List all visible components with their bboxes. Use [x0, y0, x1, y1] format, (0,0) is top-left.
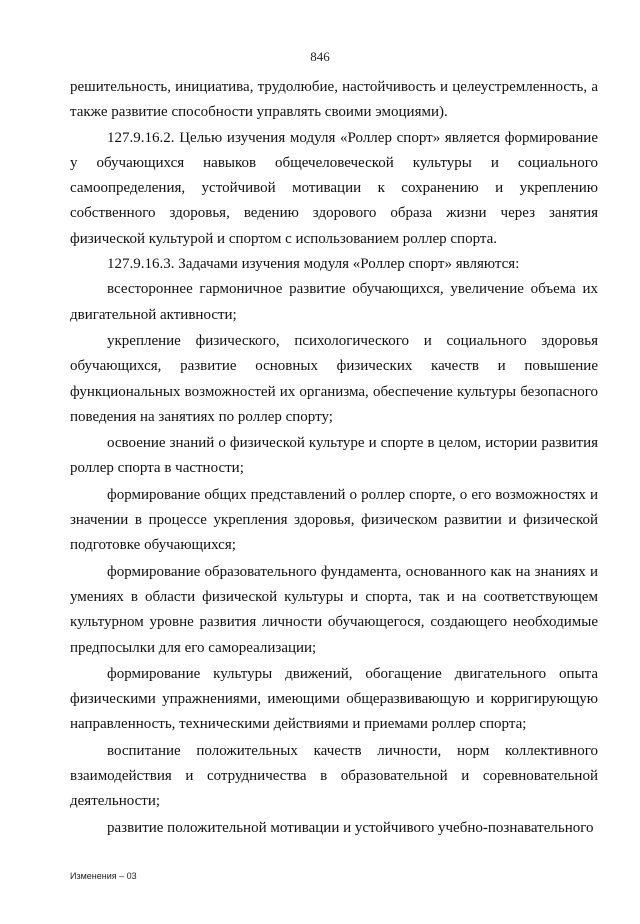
- document-body: [70, 75, 598, 841]
- task-item: укрепление физического, психологического и социального здоровья обучающихся, развитие основных физических качеств и повышение функциональных возможностей их организма, обеспечение культуры безопасного поведения на занятиях по роллер спорту;: [70, 332, 598, 425]
- task-item: освоение знаний о физической культуре и спорте в целом, истории развития роллер спорта в частности;: [70, 435, 598, 477]
- page-number: 846: [310, 49, 330, 64]
- paragraph-continuation: решительность, инициатива, трудолюбие, настойчивость и целеустремленность, а также развитие способности управлять своими эмоциями).: [70, 79, 598, 121]
- paragraph-tasks-heading: 127.9.16.3. Задачами изучения модуля «Роллер спорт» являются:: [107, 256, 520, 273]
- task-item: воспитание положительных качеств личности, норм коллективного взаимодействия и сотрудничества в образовательной и соревновательной деятельности;: [70, 742, 598, 810]
- task-item: формирование общих представлений о роллер спорте, о его возможностях и значении в процессе укрепления здоровья, физическом развитии и физической подготовке обучающихся;: [70, 486, 598, 554]
- revision-footer: Изменения – 03: [70, 871, 137, 881]
- paragraph-goal: 127.9.16.2. Целью изучения модуля «Роллер спорт» является формирование у обучающихся навыков общечеловеческой культуры и социального самоопределения, устойчивой мотивации к сохранению и укреплению собственного здоровья, ведению здорового образа жизни через занятия физической культурой и спортом с использованием роллер спорта.: [70, 129, 598, 247]
- task-item: всестороннее гармоничное развитие обучающихся, увеличение объема их двигательной активности;: [70, 281, 598, 323]
- task-item: формирование культуры движений, обогащение двигательного опыта физическими упражнениями, имеющими общеразвивающую и корригирующую направленность, техническими действиями и приемами роллер спорта;: [70, 665, 598, 733]
- task-item: формирование образовательного фундамента, основанного как на знаниях и умениях в области физической культуры и спорта, так и на соответствующем культурном уровне развития личности обучающегося, создающего необходимые предпосылки для его самореализации;: [70, 563, 598, 656]
- task-item: развитие положительной мотивации и устойчивого учебно-познавательного: [107, 819, 594, 836]
